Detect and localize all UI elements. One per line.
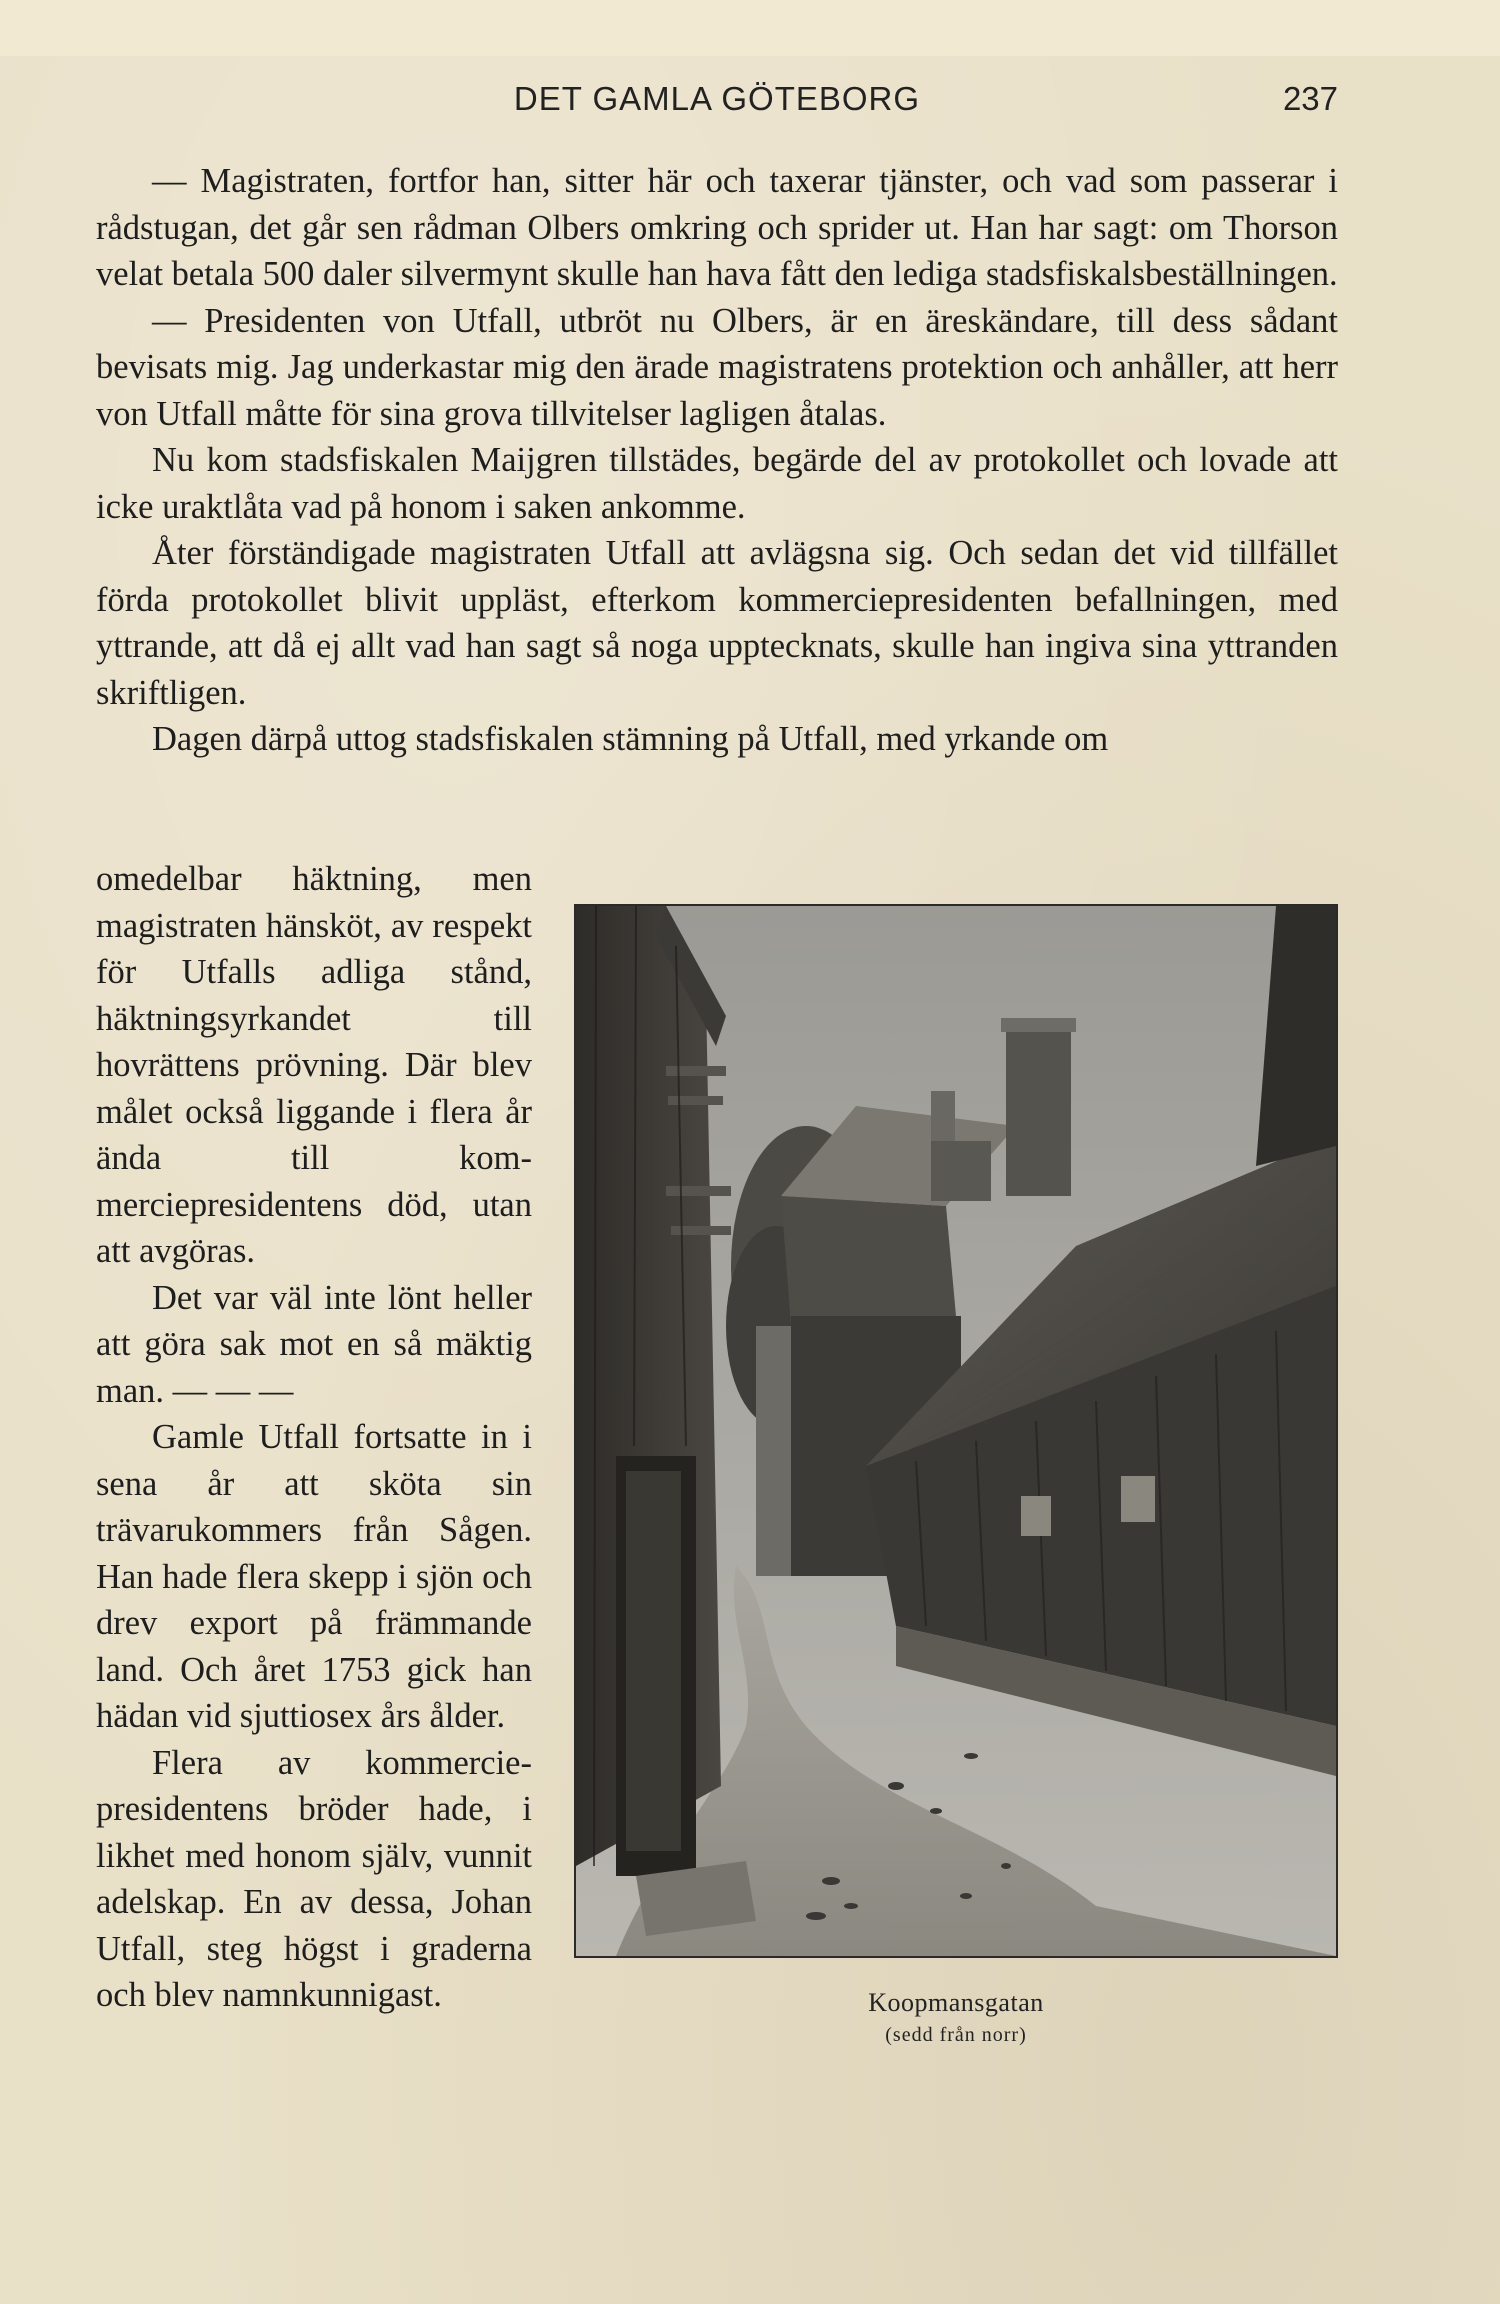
caption-title: Koopmansgatan [868,1988,1044,2017]
paragraph: Dagen därpå uttog stadsfiskalen stämning på Utfall, med yrkande om [152,720,1109,758]
page-number: 237 [1282,80,1338,117]
paragraph: — Magistraten, fortfor han, sitter här och taxerar tjänster, och vad som passerar i rådstugan, det går sen rådman Olbers omkring och sprider ut. Han har sagt: om Thorson velat betala 500 daler silvermynt skulle han hava fått den lediga stadsfiskalsbeställningen. [96,162,1338,293]
figure-caption [574,1986,1338,2050]
scan-top-margin [0,0,1500,56]
running-title: DET GAMLA GÖTEBORG [513,80,921,117]
paragraph: Nu kom stadsfiskalen Maijgren tillstädes, begärde del av protokollet och lovade att icke uraktlåta vad på honom i saken ankomme. [96,441,1338,526]
body-text-column [96,856,532,2019]
figure [574,904,1338,2050]
street-photograph [574,904,1338,1958]
paragraph: omedelbar häktning, men magistraten hänsköt, av respekt för Utfalls adliga stånd, häktningsyrkandet till hovrättens prövning. Där blev målet också liggande i flera år ända till kommerciepresidentens död, utan att avgöras. [96,860,532,1270]
paragraph: Åter förständigade magistraten Utfall att avlägsna sig. Och sedan det vid tillfället förda protokollet blivit uppläst, efterkom kommerciepresidenten befallningen, med yttrande, att då ej allt vad han sagt så noga upptecknats, skulle han ingiva sina yttranden skriftligen. [96,534,1338,712]
paragraph: Flera av kommerciepresidentens bröder hade, i likhet med honom själv, vunnit adelskap. En av dessa, Johan Utfall, steg högst i graderna och blev namnkunnigast. [96,1743,532,2014]
paragraph: — Presidenten von Utfall, utbröt nu Olbers, är en äreskändare, till dess sådant bevisats mig. Jag underkastar mig den ärade magistratens protektion och anhåller, att herr von Utfall måtte för sina grova tillvitelser lagligen åtalas. [96,301,1338,433]
running-head [96,80,1338,130]
paragraph: Gamle Utfall fortsatte in i sena år att sköta sin trävarukommers från Sågen. Han hade flera skepp i sjön och drev export på främmande land. Och året 1753 gick han hädan vid sjuttiosex års ålder. [96,1418,532,1735]
paragraph: Det var väl inte lönt heller att göra sak mot en så mäktig man. — — — [96,1278,532,1410]
caption-subtitle: (sedd från norr) [885,2024,1027,2046]
body-text-full-width [96,158,1338,763]
